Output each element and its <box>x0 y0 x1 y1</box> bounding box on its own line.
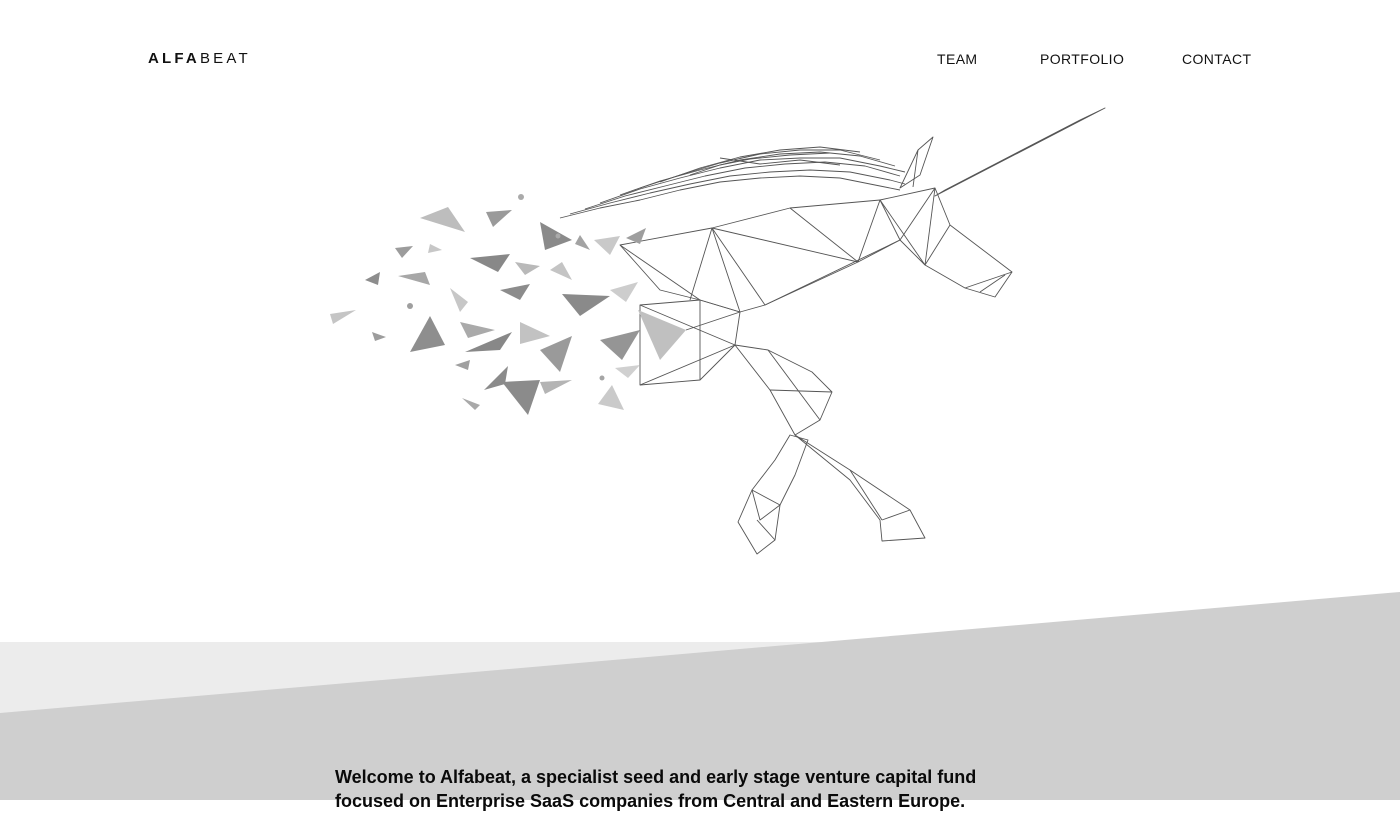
site-logo[interactable] <box>148 50 251 68</box>
unicorn-icon <box>560 108 1105 554</box>
nav-link-team[interactable]: TEAM <box>937 51 978 67</box>
intro-paragraph: Welcome to Alfabeat, a specialist seed and early stage venture capital fund focused on Enterprise SaaS companies from Central and Eastern Europe. <box>335 767 977 811</box>
particle-fragments <box>330 194 686 415</box>
logo-light-text: BEAT <box>199 50 251 67</box>
logo-bold-text: ALFA <box>148 50 200 67</box>
nav-link-contact[interactable]: CONTACT <box>1182 51 1252 67</box>
site-header <box>0 0 1400 120</box>
nav-link-portfolio[interactable]: PORTFOLIO <box>1040 51 1125 67</box>
